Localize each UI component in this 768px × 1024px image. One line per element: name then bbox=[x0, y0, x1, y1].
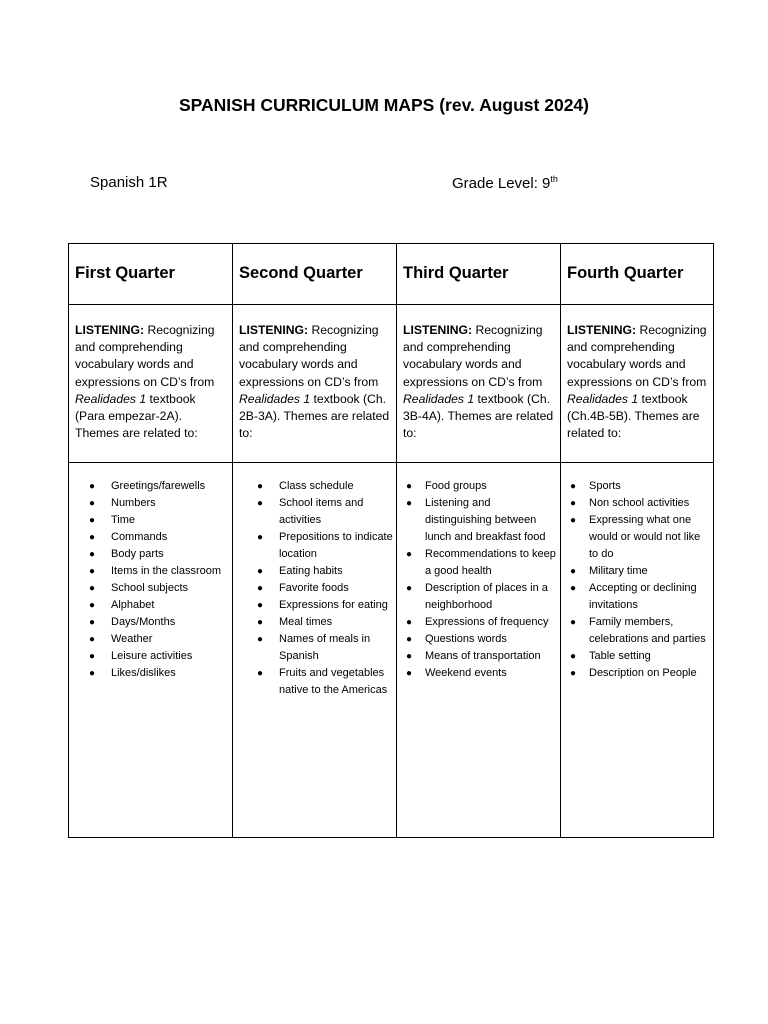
themes-row bbox=[69, 463, 714, 838]
bullet-icon: ● bbox=[406, 583, 413, 594]
bullet-icon: ● bbox=[570, 583, 577, 594]
bullet-icon: ● bbox=[257, 498, 264, 509]
topic-text: Names of meals in Spanish bbox=[279, 633, 371, 662]
bullet-icon: ● bbox=[570, 668, 577, 679]
bullet-icon: ● bbox=[89, 583, 96, 594]
topic-text: Food groups bbox=[425, 480, 487, 492]
topic-item bbox=[399, 665, 558, 682]
themes-cell bbox=[69, 463, 233, 838]
topic-text: Likes/dislikes bbox=[111, 667, 176, 679]
topic-item bbox=[235, 597, 394, 614]
topic-text: Listening and distinguishing between lunch and breakfast food bbox=[425, 497, 546, 543]
topic-item bbox=[399, 648, 558, 665]
topic-item bbox=[71, 614, 230, 631]
topic-item bbox=[71, 665, 230, 682]
grade-level bbox=[452, 174, 558, 192]
listening-text: Recognizing and comprehending vocabulary words and expressions on CD’s from bbox=[75, 323, 215, 389]
quarter-heading: First Quarter bbox=[69, 244, 233, 305]
listening-cell bbox=[397, 305, 561, 463]
bullet-icon: ● bbox=[89, 498, 96, 509]
topic-text: Description on People bbox=[589, 667, 697, 679]
bullet-icon: ● bbox=[570, 481, 577, 492]
bullet-icon: ● bbox=[406, 668, 413, 679]
bullet-icon: ● bbox=[89, 634, 96, 645]
topic-list bbox=[71, 478, 230, 682]
bullet-icon: ● bbox=[89, 617, 96, 628]
topic-item bbox=[563, 648, 711, 665]
topic-text: Greetings/farewells bbox=[111, 480, 206, 492]
topic-text: Days/Months bbox=[111, 616, 176, 628]
topic-text: Prepositions to indicate location bbox=[279, 531, 393, 560]
topic-item bbox=[71, 478, 230, 495]
topic-list bbox=[399, 478, 558, 682]
topic-list bbox=[563, 478, 711, 682]
topic-text: Table setting bbox=[589, 650, 651, 662]
curriculum-table bbox=[68, 243, 714, 838]
topic-item bbox=[563, 495, 711, 512]
listening-label: LISTENING: bbox=[403, 323, 473, 337]
topic-text: Numbers bbox=[111, 497, 156, 509]
topic-text: Family members, celebrations and parties bbox=[589, 616, 706, 645]
topic-item bbox=[399, 631, 558, 648]
topic-item bbox=[235, 529, 394, 563]
topic-item bbox=[235, 665, 394, 699]
topic-item bbox=[235, 631, 394, 665]
bullet-icon: ● bbox=[570, 515, 577, 526]
topic-text: Weather bbox=[111, 633, 153, 645]
topic-item bbox=[71, 631, 230, 648]
topic-item bbox=[71, 597, 230, 614]
topic-text: Time bbox=[111, 514, 136, 526]
topic-text: Commands bbox=[111, 531, 168, 543]
topic-text: Accepting or declining invitations bbox=[589, 582, 697, 611]
topic-item bbox=[71, 529, 230, 546]
topic-text: Expressions of frequency bbox=[425, 616, 549, 628]
topic-item bbox=[563, 512, 711, 563]
bullet-icon: ● bbox=[570, 651, 577, 662]
topic-item bbox=[563, 665, 711, 682]
bullet-icon: ● bbox=[406, 498, 413, 509]
bullet-icon: ● bbox=[406, 617, 413, 628]
themes-cell bbox=[233, 463, 397, 838]
topic-text: Sports bbox=[589, 480, 621, 492]
listening-text: textbook (Ch. 3B-4A). Themes are related to: bbox=[403, 391, 554, 441]
bullet-icon: ● bbox=[89, 668, 96, 679]
topic-text: Description of places in a neighborhood bbox=[425, 582, 548, 611]
topic-text: Weekend events bbox=[425, 667, 507, 679]
topic-item bbox=[563, 478, 711, 495]
topic-item bbox=[399, 580, 558, 614]
textbook-title: Realidades 1 bbox=[75, 391, 147, 406]
bullet-icon: ● bbox=[406, 549, 413, 560]
topic-text: School items and activities bbox=[279, 497, 364, 526]
topic-item bbox=[563, 563, 711, 580]
bullet-icon: ● bbox=[89, 566, 96, 577]
topic-text: Favorite foods bbox=[279, 582, 349, 594]
bullet-icon: ● bbox=[257, 583, 264, 594]
bullet-icon: ● bbox=[257, 617, 264, 628]
topic-text: Fruits and vegetables native to the Americas bbox=[279, 667, 388, 696]
course-name: Spanish 1R bbox=[90, 174, 168, 191]
topic-text: Military time bbox=[589, 565, 648, 577]
topic-text: Questions words bbox=[425, 633, 507, 645]
topic-item bbox=[399, 478, 558, 495]
listening-cell bbox=[561, 305, 714, 463]
listening-cell bbox=[69, 305, 233, 463]
topic-item bbox=[71, 580, 230, 597]
bullet-icon: ● bbox=[257, 532, 264, 543]
topic-text: Leisure activities bbox=[111, 650, 193, 662]
grade-level-suffix: th bbox=[550, 174, 558, 184]
topic-text: School subjects bbox=[111, 582, 189, 594]
quarter-heading: Second Quarter bbox=[233, 244, 397, 305]
bullet-icon: ● bbox=[89, 481, 96, 492]
listening-label: LISTENING: bbox=[567, 323, 637, 337]
topic-text: Means of transportation bbox=[425, 650, 541, 662]
topic-text: Alphabet bbox=[111, 599, 155, 611]
topic-item bbox=[399, 495, 558, 546]
topic-text: Expressions for eating bbox=[279, 599, 388, 611]
bullet-icon: ● bbox=[257, 481, 264, 492]
bullet-icon: ● bbox=[570, 566, 577, 577]
bullet-icon: ● bbox=[257, 634, 264, 645]
topic-list bbox=[235, 478, 394, 699]
topic-text: Body parts bbox=[111, 548, 164, 560]
bullet-icon: ● bbox=[406, 634, 413, 645]
topic-item bbox=[235, 495, 394, 529]
bullet-icon: ● bbox=[570, 617, 577, 628]
listening-label: LISTENING: bbox=[239, 323, 309, 337]
bullet-icon: ● bbox=[570, 498, 577, 509]
bullet-icon: ● bbox=[89, 651, 96, 662]
topic-text: Class schedule bbox=[279, 480, 354, 492]
listening-text: textbook (Para empezar-2A). Themes are related to: bbox=[75, 391, 198, 441]
topic-text: Items in the classroom bbox=[111, 565, 222, 577]
topic-item bbox=[71, 495, 230, 512]
quarter-heading: Fourth Quarter bbox=[561, 244, 714, 305]
topic-item bbox=[235, 580, 394, 597]
topic-text: Expressing what one would or would not like to do bbox=[589, 514, 701, 560]
bullet-icon: ● bbox=[257, 668, 264, 679]
topic-item bbox=[71, 563, 230, 580]
bullet-icon: ● bbox=[89, 549, 96, 560]
bullet-icon: ● bbox=[257, 566, 264, 577]
textbook-title: Realidades 1 bbox=[567, 391, 639, 406]
textbook-title: Realidades 1 bbox=[403, 391, 475, 406]
textbook-title: Realidades 1 bbox=[239, 391, 311, 406]
listening-text: textbook (Ch. 2B-3A). Themes are related to: bbox=[239, 391, 390, 441]
bullet-icon: ● bbox=[406, 481, 413, 492]
page-title: SPANISH CURRICULUM MAPS (rev. August 2024) bbox=[178, 95, 589, 115]
topic-item bbox=[235, 563, 394, 580]
listening-text: Recognizing and comprehending vocabulary words and expressions on CD’s from bbox=[567, 323, 707, 389]
grade-level-label: Grade Level: 9 bbox=[452, 175, 551, 192]
themes-cell bbox=[561, 463, 714, 838]
topic-item bbox=[71, 648, 230, 665]
topic-item bbox=[399, 546, 558, 580]
topic-item bbox=[563, 580, 711, 614]
bullet-icon: ● bbox=[257, 600, 264, 611]
listening-text: Recognizing and comprehending vocabulary words and expressions on CD’s from bbox=[403, 323, 543, 389]
topic-item bbox=[235, 614, 394, 631]
topic-text: Non school activities bbox=[589, 497, 690, 509]
topic-item bbox=[71, 546, 230, 563]
quarter-heading: Third Quarter bbox=[397, 244, 561, 305]
topic-text: Meal times bbox=[279, 616, 333, 628]
topic-item bbox=[235, 478, 394, 495]
topic-item bbox=[563, 614, 711, 648]
topic-item bbox=[399, 614, 558, 631]
listening-text: textbook (Ch.4B-5B). Themes are related to: bbox=[567, 391, 700, 441]
quarter-header-row bbox=[69, 244, 714, 305]
listening-text: Recognizing and comprehending vocabulary words and expressions on CD’s from bbox=[239, 323, 379, 389]
bullet-icon: ● bbox=[89, 515, 96, 526]
topic-item bbox=[71, 512, 230, 529]
topic-text: Eating habits bbox=[279, 565, 343, 577]
themes-cell bbox=[397, 463, 561, 838]
listening-row bbox=[69, 305, 714, 463]
bullet-icon: ● bbox=[89, 600, 96, 611]
listening-label: LISTENING: bbox=[75, 323, 145, 337]
bullet-icon: ● bbox=[406, 651, 413, 662]
bullet-icon: ● bbox=[89, 532, 96, 543]
topic-text: Recommendations to keep a good health bbox=[425, 548, 556, 577]
listening-cell bbox=[233, 305, 397, 463]
